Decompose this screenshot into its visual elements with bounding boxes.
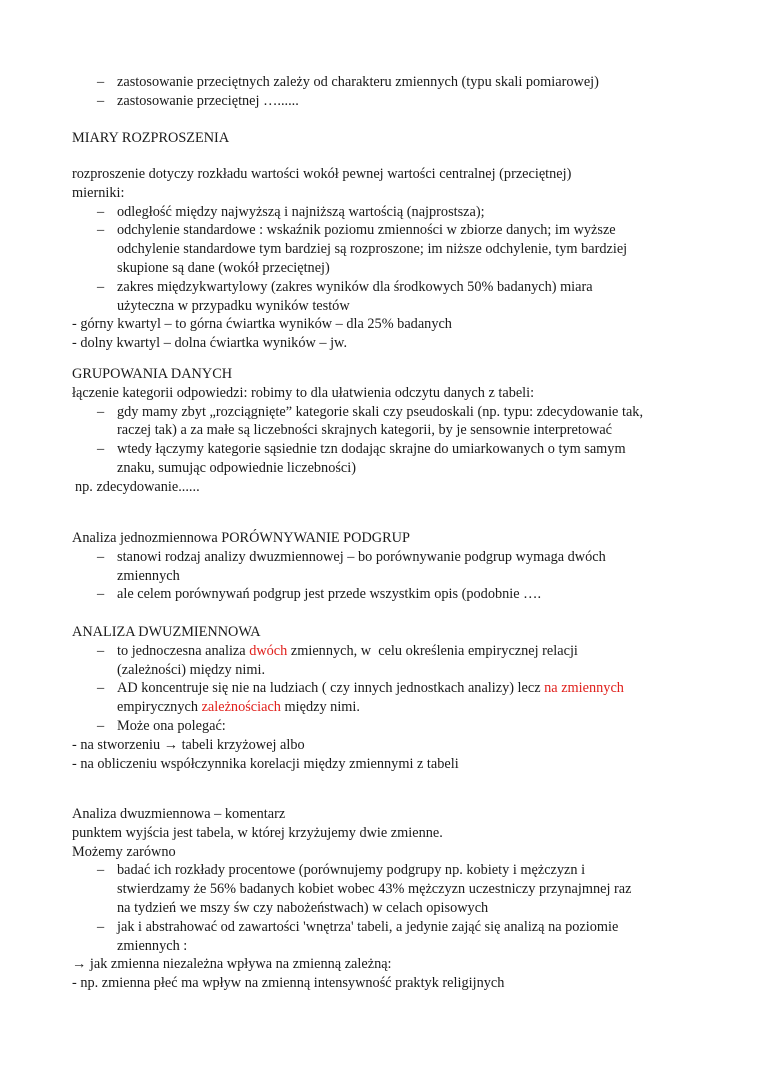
paragraph: → jak zmienna niezależna wpływa na zmienną zależną: (72, 956, 392, 973)
section-heading: Analiza dwuzmiennowa – komentarz (72, 806, 286, 822)
section-komentarz (72, 805, 692, 993)
section-miary-rozproszenia (72, 129, 692, 148)
dash-bullet: – (97, 548, 105, 565)
dash-bullet: – (97, 203, 105, 220)
miary-body (72, 165, 692, 353)
dash-bullet: – (97, 586, 105, 603)
section-jednozmiennowa (72, 529, 692, 604)
paragraph: - górny kwartyl – to górna ćwiartka wyników – dla 25% badanych (72, 316, 452, 333)
dash-bullet: – (97, 74, 105, 90)
dash-bullet: – (97, 278, 105, 295)
list-item: – wtedy łączymy kategorie sąsiednie tzn dodając skrajne do umiarkowanych o tym samym znaku, sumując odpowiednie liczebności) (97, 441, 626, 476)
list-item: – zastosowanie przeciętnej …...... (97, 92, 299, 109)
paragraph: punktem wyjścia jest tabela, w której krzyżujemy dwie zmienne. (72, 824, 443, 841)
list-item: – odchylenie standardowe : wskaźnik poziomu zmienności w zbiorze danych; im wyższe odchylenie standardowe tym bardziej są rozproszone; im niższe odchylenie, tym bardziej skupione są dane (wokół przeciętnej) (97, 222, 628, 276)
paragraph: - np. zmienna płeć ma wpływ na zmienną intensywność praktyk religijnych (72, 975, 505, 992)
list-item: – Może ona polegać: (97, 717, 226, 734)
highlighted-text: zależnościach (201, 699, 281, 716)
list-item: – zakres międzykwartylowy (zakres wyników dla środkowych 50% badanych) miara użyteczna w przypadku wyników testów (97, 278, 593, 314)
section-heading: MIARY ROZPROSZENIA (72, 130, 230, 146)
dash-bullet: – (97, 862, 105, 879)
top-bullet-list (72, 73, 692, 111)
list-item: – ale celem porównywań podgrup jest przede wszystkim opis (podobnie …. (97, 586, 542, 603)
list-item: – odległość między najwyższą i najniższą wartością (najprostsza); (97, 203, 485, 220)
dash-bullet: – (97, 222, 105, 239)
paragraph: - na stworzeniu → tabeli krzyżowej albo (72, 736, 305, 753)
section-heading: ANALIZA DWUZMIENNOWA (72, 624, 261, 640)
list-item: – AD koncentruje się nie na ludziach ( czy innych jednostkach analizy) lecz na zmiennych empirycznych zależnościach między nimi. (97, 680, 624, 716)
dash-bullet: – (97, 717, 105, 734)
list-item: – to jednoczesna analiza dwóch zmiennych, w celu określenia empirycznej relacji (zależności) między nimi. (97, 642, 578, 678)
paragraph: - dolny kwartyl – dolna ćwiartka wyników – jw. (72, 335, 348, 352)
section-analiza-dwuzmiennowa (72, 623, 692, 773)
list-item: – badać ich rozkłady procentowe (porównujemy podgrupy np. kobiety i mężczyzn i stwierdzamy że 56% badanych kobiet wobec 43% mężczyzn uczestniczy przynajmnej raz na tydzień we mszy św czy nabożeństwach) w celach opisowych (97, 862, 632, 916)
dash-bullet: – (97, 403, 105, 420)
list-item: – zastosowanie przeciętnych zależy od charakteru zmiennych (typu skali pomiarowej) (97, 74, 599, 90)
paragraph: - na obliczeniu współczynnika korelacji między zmiennymi z tabeli (72, 755, 459, 772)
list-item: – jak i abstrahować od zawartości 'wnętrza' tabeli, a jedynie zająć się analizą na poziomie zmiennych : (97, 918, 619, 954)
paragraph: np. zdecydowanie...... (75, 478, 200, 495)
paragraph: mierniki: (72, 184, 125, 201)
paragraph: rozproszenie dotyczy rozkładu wartości wokół pewnej wartości centralnej (przeciętnej) (72, 166, 572, 182)
section-heading: GRUPOWANIA DANYCH (72, 366, 233, 382)
paragraph: łączenie kategorii odpowiedzi: robimy to dla ułatwienia odczytu danych z tabeli: (72, 384, 535, 401)
list-item: – gdy mamy zbyt „rozciągnięte” kategorie skali czy pseudoskali (np. typu: zdecydowanie tak, raczej tak) a za małe są liczebności skrajnych kategorii, by je sensownie interpretować (97, 403, 644, 439)
dash-bullet: – (97, 92, 105, 109)
dash-bullet: – (97, 642, 105, 659)
section-heading: Analiza jednozmiennowa PORÓWNYWANIE PODGRUP (72, 530, 410, 546)
highlighted-text: na zmiennych (544, 680, 624, 697)
dash-bullet: – (97, 441, 105, 458)
paragraph: Możemy zarówno (72, 843, 176, 860)
list-item: – stanowi rodzaj analizy dwuzmiennowej – bo porównywanie podgrup wymaga dwóch zmiennych (97, 548, 606, 584)
dash-bullet: – (97, 680, 105, 697)
highlighted-text: dwóch (249, 642, 288, 659)
dash-bullet: – (97, 918, 105, 935)
section-grupowania-danych (72, 365, 692, 497)
